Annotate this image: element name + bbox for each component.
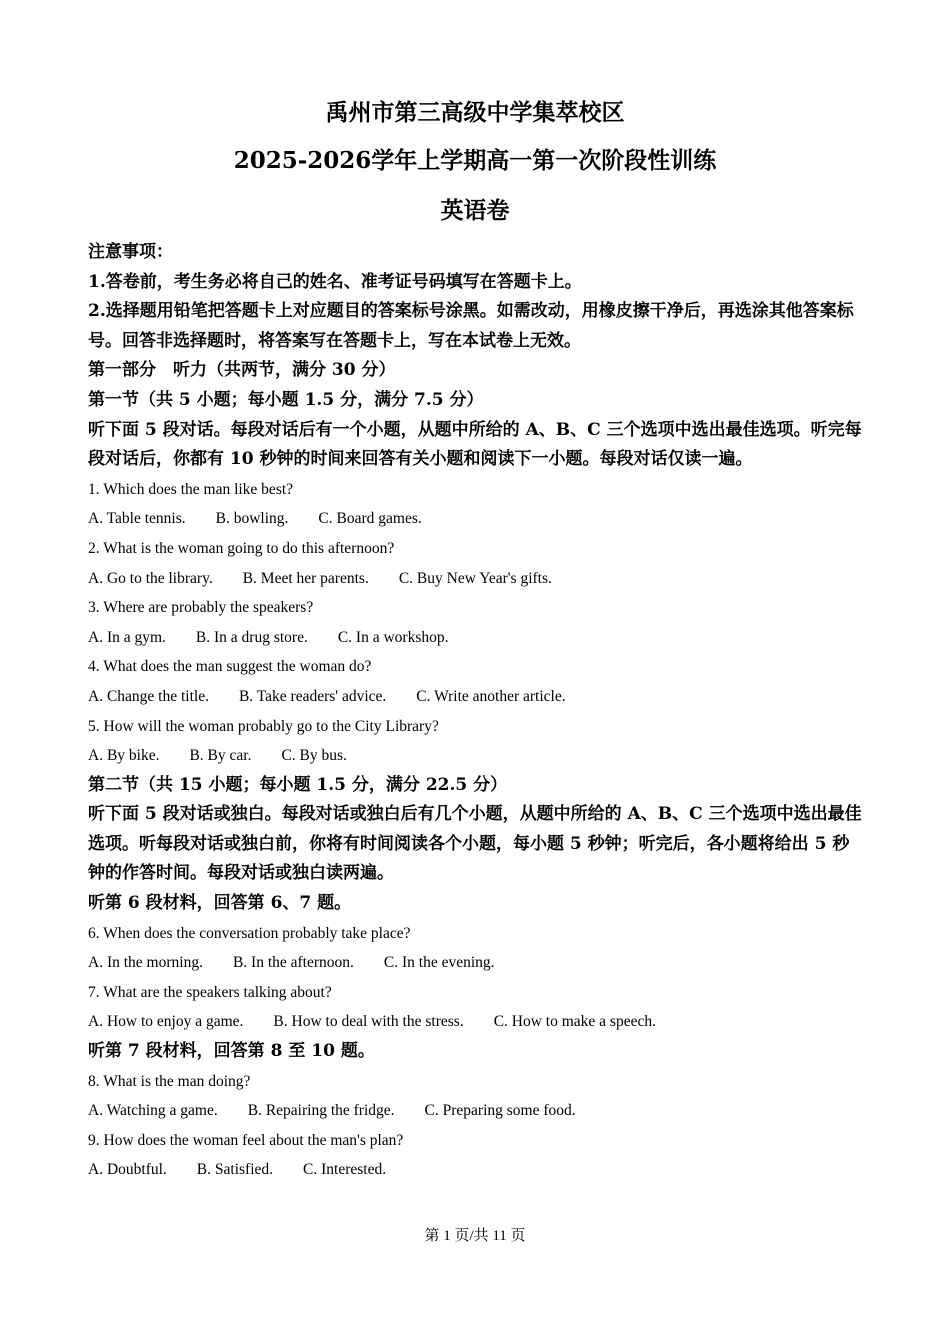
notice-item-2: 2.选择题用铅笔把答题卡上对应题目的答案标号涂黑。如需改动，用橡皮擦干净后，再选涂其他答案标号。回答非选择题时，将答案写在答题卡上，写在本试卷上无效。 (88, 301, 854, 351)
section2-instructions: 听下面 5 段对话或独白。每段对话或独白后有几个小题，从题中所给的 A、B、C 三个选项中选出最佳选项。听每段对话或独白前，你将有时间阅读各个小题，每小题 5 秒钟；听完后，各小题将给出 5 秒钟的作答时间。每段对话或独白读两遍。 (88, 804, 862, 884)
option-a: A. In the morning. (88, 954, 203, 972)
option-b: B. Satisfied. (196, 1161, 274, 1179)
option-c: C. In a workshop. (337, 628, 449, 646)
option-b: B. By car. (189, 747, 252, 765)
option-b: B. In the afternoon. (232, 954, 354, 972)
question-text: 9. How does the woman feel about the man's plan? (88, 1131, 404, 1149)
option-a: A. Change the title. (88, 687, 209, 705)
section1-instructions: 听下面 5 段对话。每段对话后有一个小题，从题中所给的 A、B、C 三个选项中选出最佳选项。听完每段对话后，你都有 10 秒钟的时间来回答有关小题和阅读下一小题。每段对话仅读一遍。 (88, 419, 862, 470)
school-title: 禹州市第三高级中学集萃校区 (325, 99, 625, 126)
question-options (88, 1007, 864, 1037)
option-a: A. How to enjoy a game. (88, 1013, 244, 1031)
option-c: C. By bus. (281, 747, 347, 765)
material-6-heading: 听第 6 段材料，回答第 6、7 题。 (88, 893, 352, 914)
option-c: C. Board games. (318, 510, 422, 528)
question-text: 5. How will the woman probably go to the City Library? (88, 717, 439, 735)
section1-heading: 第一节（共 5 小题；每小题 1.5 分，满分 7.5 分） (88, 389, 484, 410)
option-b: B. Meet her parents. (242, 569, 369, 587)
question-options (88, 1096, 864, 1126)
page-number: 第 1 页/共 11 页 (424, 1228, 526, 1244)
exam-title: 2025-2026学年上学期高一第一次阶段性训练 (233, 147, 717, 174)
option-c: C. How to make a speech. (493, 1013, 656, 1031)
question-text: 6. When does the conversation probably take place? (88, 924, 411, 942)
option-c: C. Write another article. (416, 687, 566, 705)
question-text: 4. What does the man suggest the woman do? (88, 658, 372, 676)
option-c: C. Preparing some food. (424, 1102, 576, 1120)
notice-item-1: 1.答卷前，考生务必将自己的姓名、准考证号码填写在答题卡上。 (88, 271, 582, 292)
question-text: 1. Which does the man like best? (88, 480, 294, 498)
option-a: A. By bike. (88, 747, 160, 765)
option-b: B. How to deal with the stress. (273, 1013, 464, 1031)
option-b: B. In a drug store. (195, 628, 308, 646)
option-b: B. Take readers' advice. (238, 687, 387, 705)
option-a: A. In a gym. (88, 628, 166, 646)
exam-content (88, 238, 864, 1185)
notice-heading: 注意事项： (88, 242, 173, 262)
question-options (88, 623, 864, 653)
option-c: C. In the evening. (383, 954, 495, 972)
subject-title: 英语卷 (440, 197, 510, 224)
question-text: 3. Where are probably the speakers? (88, 599, 314, 617)
option-a: A. Doubtful. (88, 1161, 167, 1179)
option-a: A. Go to the library. (88, 569, 213, 587)
question-text: 7. What are the speakers talking about? (88, 983, 332, 1001)
option-b: B. bowling. (215, 510, 289, 528)
question-options (88, 564, 864, 594)
part1-heading: 第一部分 听力（共两节，满分 30 分） (88, 360, 396, 381)
section2-heading: 第二节（共 15 小题；每小题 1.5 分，满分 22.5 分） (88, 774, 508, 795)
option-c: C. Buy New Year's gifts. (398, 569, 552, 587)
question-options (88, 504, 864, 534)
question-options (88, 1155, 864, 1185)
option-a: A. Table tennis. (88, 510, 186, 528)
question-options (88, 741, 864, 771)
question-text: 2. What is the woman going to do this afternoon? (88, 539, 395, 557)
question-options (88, 948, 864, 978)
option-c: C. Interested. (303, 1161, 387, 1179)
option-b: B. Repairing the fridge. (247, 1102, 395, 1120)
question-options (88, 682, 864, 712)
option-a: A. Watching a game. (88, 1102, 218, 1120)
material-7-heading: 听第 7 段材料，回答第 8 至 10 题。 (88, 1041, 375, 1062)
question-text: 8. What is the man doing? (88, 1072, 251, 1090)
